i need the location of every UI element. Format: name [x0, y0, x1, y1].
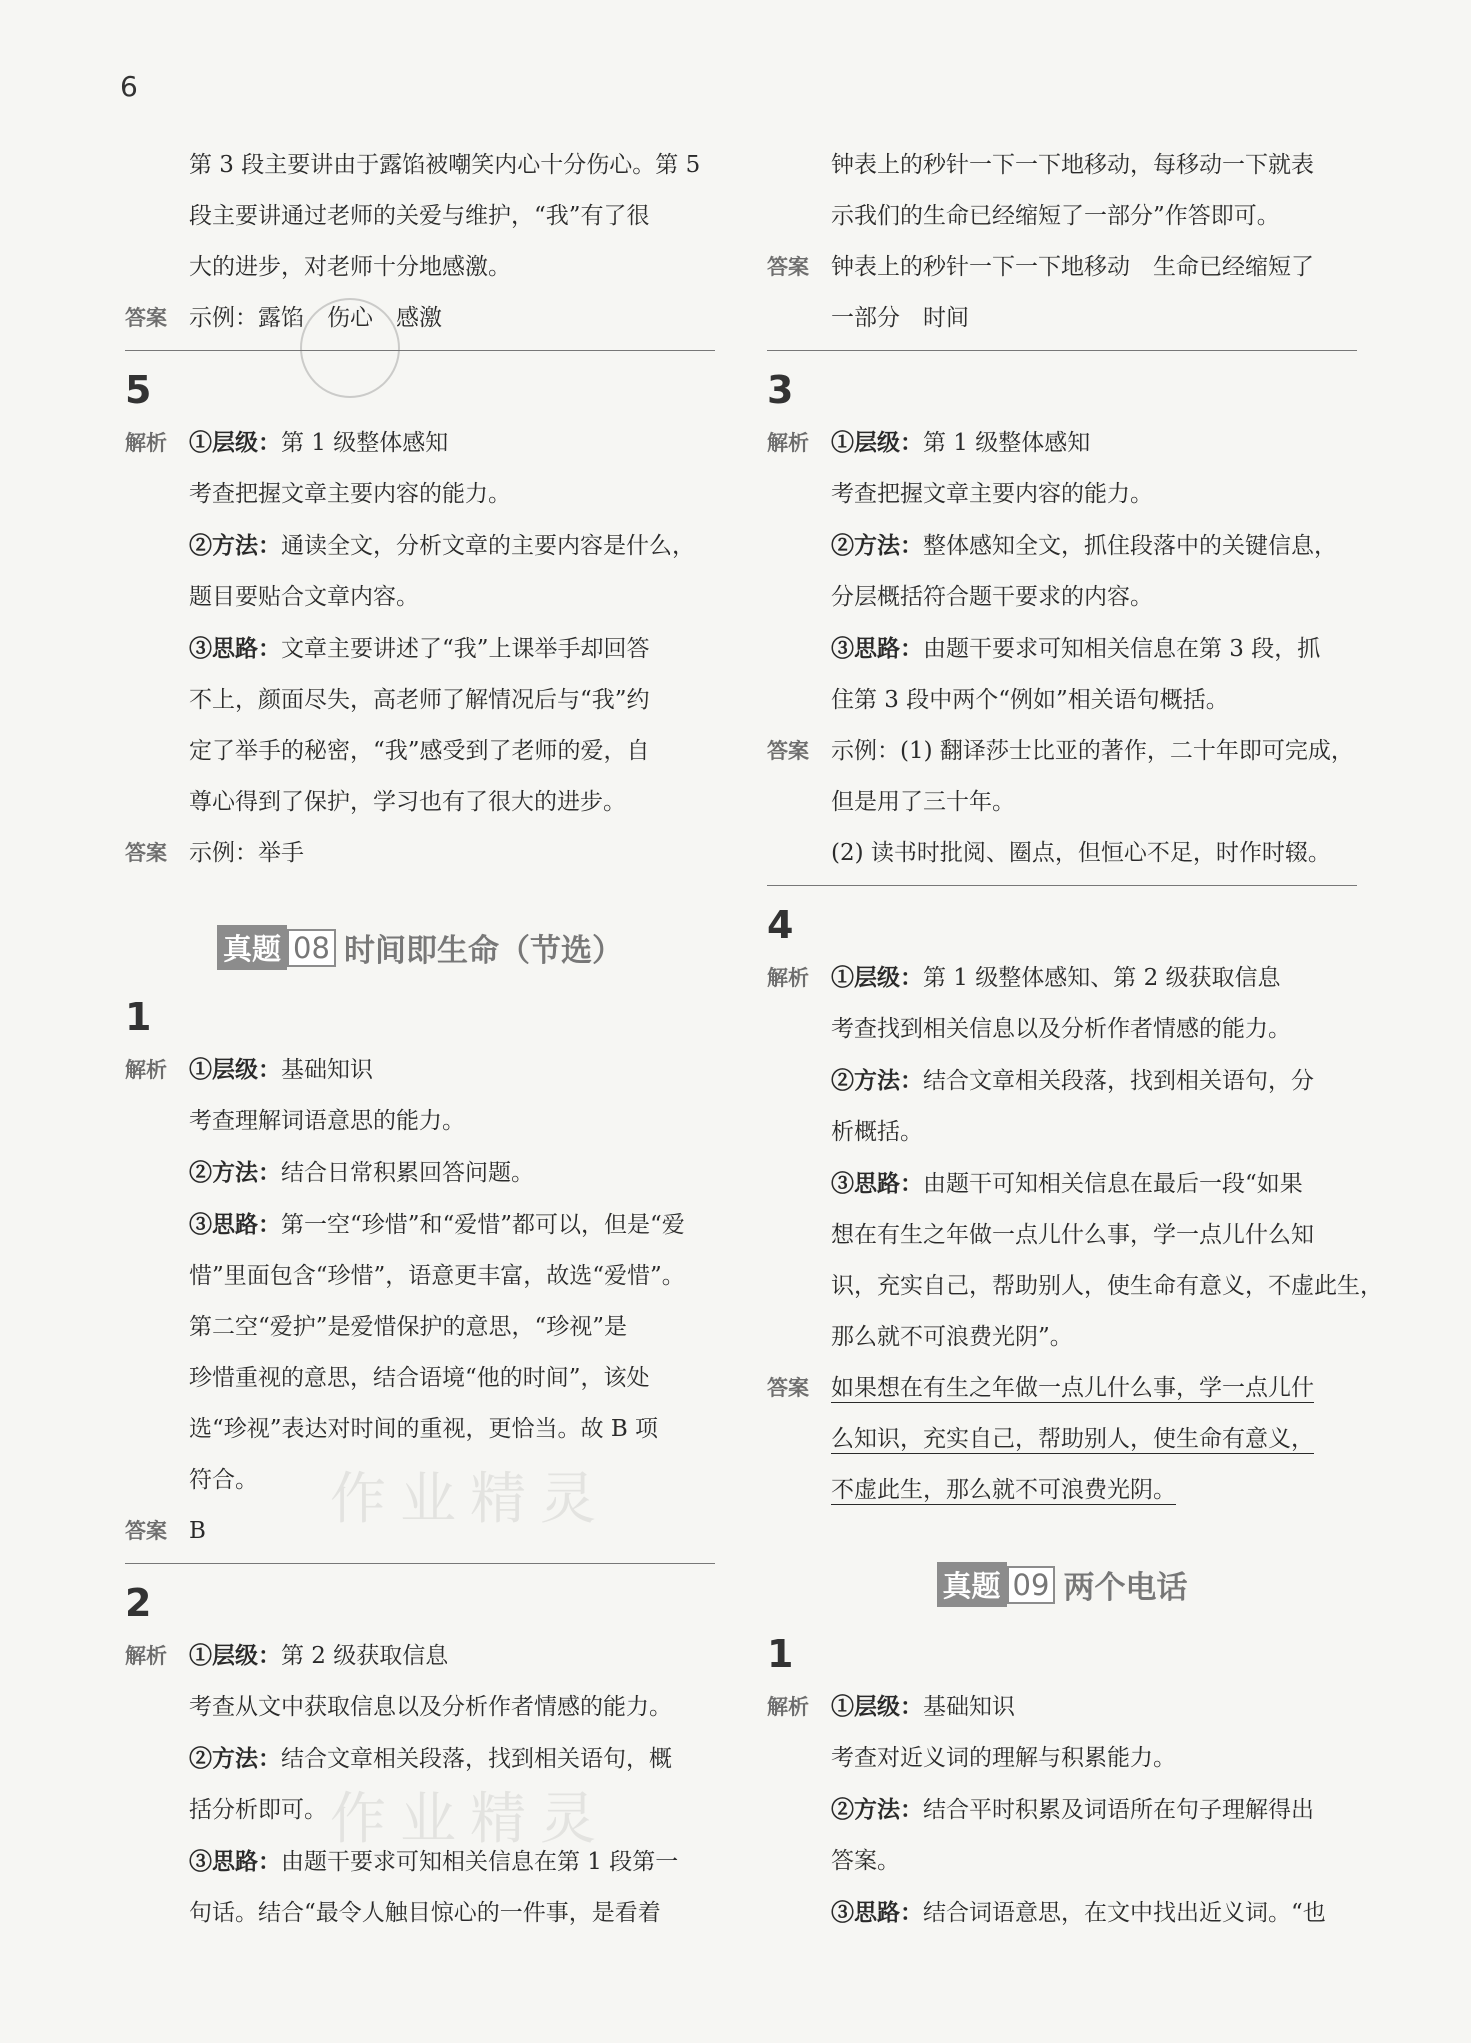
thinking-label: ③思路：: [831, 635, 923, 662]
text-line: 考查从文中获取信息以及分析作者情感的能力。: [189, 1694, 672, 1720]
text-line: 结合平时积累及词语所在句子理解得出: [923, 1797, 1314, 1823]
level-text: 第 1 级整体感知、第 2 级获取信息: [923, 965, 1281, 991]
divider: [767, 350, 1357, 351]
text-line: 想在有生之年做一点儿什么事，学一点儿什么知: [831, 1222, 1314, 1248]
analysis-label: 解析: [125, 431, 167, 455]
method-label: ②方法：: [189, 1159, 281, 1186]
thinking-label: ③思路：: [831, 1170, 923, 1197]
method-label: ②方法：: [189, 532, 281, 559]
thinking-label: ③思路：: [189, 635, 281, 662]
answer-text: B: [189, 1518, 206, 1544]
level-label: ①层级：: [189, 1642, 281, 1669]
level-text: 基础知识: [923, 1694, 1015, 1720]
text-line: 由题干要求可知相关信息在第 1 段第一: [281, 1849, 679, 1875]
divider: [125, 1563, 715, 1564]
text-line: 那么就不可浪费光阴”。: [831, 1324, 1073, 1350]
level-label: ①层级：: [189, 429, 281, 456]
text-line: 文章主要讲述了“我”上课举手却回答: [281, 636, 650, 662]
text-line: 考查对近义词的理解与积累能力。: [831, 1745, 1176, 1771]
text-line: 考查找到相关信息以及分析作者情感的能力。: [831, 1016, 1291, 1042]
text-line: 考查理解词语意思的能力。: [189, 1108, 465, 1134]
level-label: ①层级：: [831, 1693, 923, 1720]
analysis-label: 解析: [125, 1644, 167, 1668]
section-title: 两个电话: [1063, 1570, 1188, 1606]
text-line: 不上，颜面尽失，高老师了解情况后与“我”约: [189, 687, 650, 713]
answer-text: 一部分 时间: [831, 305, 969, 331]
text-line: 第 3 段主要讲由于露馅被嘲笑内心十分伤心。第 5: [189, 152, 701, 178]
answer-text: 示例：露馅 伤心 感激: [189, 305, 442, 331]
section-header-08: [125, 925, 715, 970]
text-line: 考查把握文章主要内容的能力。: [189, 481, 511, 507]
question-number: 1: [125, 995, 152, 1039]
text-line: 句话。结合“最令人触目惊心的一件事，是看着: [189, 1900, 661, 1926]
level-label: ①层级：: [831, 964, 923, 991]
text-line: 题目要贴合文章内容。: [189, 584, 419, 610]
answer-text: 不虚此生，那么就不可浪费光阴。: [831, 1477, 1176, 1503]
level-text: 第 1 级整体感知: [281, 430, 449, 456]
thinking-label: ③思路：: [831, 1899, 923, 1926]
method-label: ②方法：: [189, 1745, 281, 1772]
text-line: 答案。: [831, 1848, 900, 1874]
text-line: 定了举手的秘密，“我”感受到了老师的爱，自: [189, 738, 650, 764]
thinking-label: ③思路：: [189, 1848, 281, 1875]
answer-label: 答案: [125, 306, 167, 330]
text-line: 通读全文，分析文章的主要内容是什么，: [281, 533, 695, 559]
watermark-text: 作业精灵: [330, 1467, 610, 1532]
text-line: 段主要讲通过老师的关爱与维护，“我”有了很: [189, 203, 650, 229]
answer-text: 钟表上的秒针一下一下地移动 生命已经缩短了: [831, 254, 1314, 280]
analysis-label: 解析: [125, 1058, 167, 1082]
level-label: ①层级：: [189, 1056, 281, 1083]
answer-text: (2) 读书时批阅、圈点，但恒心不足，时作时辍。: [831, 840, 1331, 866]
text-line: 惜”里面包含“珍惜”，语意更丰富，故选“爱惜”。: [189, 1263, 685, 1289]
section-number: 08: [287, 929, 336, 967]
section-header-09: [767, 1562, 1357, 1607]
left-column: [125, 140, 715, 1939]
divider: [125, 350, 715, 351]
watermark-text: 作业精灵: [330, 1787, 610, 1852]
text-line: 分层概括符合题干要求的内容。: [831, 584, 1153, 610]
page-number: 6: [120, 70, 138, 103]
text-line: 由题干可知相关信息在最后一段“如果: [923, 1171, 1303, 1197]
answer-text: 示例：举手: [189, 840, 304, 866]
answer-text: 但是用了三十年。: [831, 789, 1015, 815]
thinking-label: ③思路：: [189, 1211, 281, 1238]
text-line: 析概括。: [831, 1119, 923, 1145]
text-line: 结合日常积累回答问题。: [281, 1160, 534, 1186]
level-text: 第 2 级获取信息: [281, 1643, 449, 1669]
text-line: 大的进步，对老师十分地感激。: [189, 254, 511, 280]
answer-label: 答案: [767, 255, 809, 279]
right-column: [767, 140, 1383, 1939]
answer-label: 答案: [767, 739, 809, 763]
question-number: 4: [767, 903, 794, 947]
section-tag: 真题: [937, 1562, 1007, 1607]
question-number: 1: [767, 1632, 794, 1676]
answer-text: 如果想在有生之年做一点儿什么事，学一点儿什: [831, 1375, 1314, 1401]
answer-text: 示例：(1) 翻译莎士比亚的著作，二十年即可完成，: [831, 738, 1354, 764]
text-line: 结合文章相关段落，找到相关语句，概: [281, 1746, 672, 1772]
section-title: 时间即生命（节选）: [343, 933, 623, 969]
analysis-label: 解析: [767, 431, 809, 455]
analysis-label: 解析: [767, 966, 809, 990]
question-number: 3: [767, 368, 794, 412]
text-line: 尊心得到了保护，学习也有了很大的进步。: [189, 789, 626, 815]
text-line: 由题干要求可知相关信息在第 3 段，抓: [923, 636, 1321, 662]
text-line: 识，充实自己，帮助别人，使生命有意义，不虚此生，: [831, 1273, 1383, 1299]
level-text: 第 1 级整体感知: [923, 430, 1091, 456]
method-label: ②方法：: [831, 1067, 923, 1094]
text-line: 括分析即可。: [189, 1797, 327, 1823]
level-label: ①层级：: [831, 429, 923, 456]
answer-label: 答案: [767, 1376, 809, 1400]
text-line: 第一空“珍惜”和“爱惜”都可以，但是“爱: [281, 1212, 685, 1238]
section-number: 09: [1007, 1566, 1056, 1604]
answer-text: 么知识，充实自己，帮助别人，使生命有意义，: [831, 1426, 1314, 1452]
section-tag: 真题: [217, 925, 287, 970]
method-label: ②方法：: [831, 532, 923, 559]
divider: [767, 885, 1357, 886]
answer-label: 答案: [125, 841, 167, 865]
method-label: ②方法：: [831, 1796, 923, 1823]
text-line: 结合文章相关段落，找到相关语句，分: [923, 1068, 1314, 1094]
question-number: 2: [125, 1581, 152, 1625]
level-text: 基础知识: [281, 1057, 373, 1083]
text-line: 结合词语意思，在文中找出近义词。“也: [923, 1900, 1326, 1926]
text-line: 整体感知全文，抓住段落中的关键信息，: [923, 533, 1337, 559]
text-line: 第二空“爱护”是爱惜保护的意思，“珍视”是: [189, 1314, 628, 1340]
text-line: 选“珍视”表达对时间的重视，更恰当。故 B 项: [189, 1416, 659, 1442]
text-line: 珍惜重视的意思，结合语境“他的时间”，该处: [189, 1365, 650, 1391]
text-line: 考查把握文章主要内容的能力。: [831, 481, 1153, 507]
question-number: 5: [125, 368, 152, 412]
text-line: 示我们的生命已经缩短了一部分”作答即可。: [831, 203, 1280, 229]
text-line: 钟表上的秒针一下一下地移动，每移动一下就表: [831, 152, 1314, 178]
text-line: 符合。: [189, 1467, 258, 1493]
analysis-label: 解析: [767, 1695, 809, 1719]
text-line: 住第 3 段中两个“例如”相关语句概括。: [831, 687, 1229, 713]
answer-label: 答案: [125, 1519, 167, 1543]
